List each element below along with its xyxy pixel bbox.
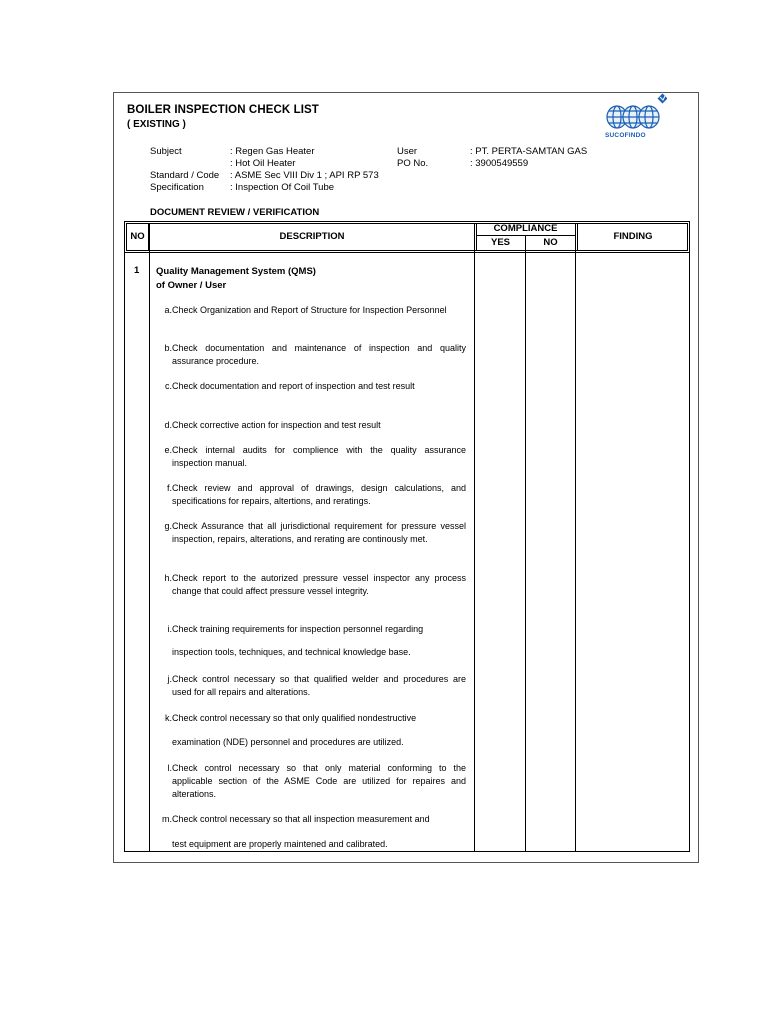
checklist-item-m: [156, 813, 466, 826]
item-letter: a.: [164, 305, 172, 315]
checklist-item-h: [156, 572, 466, 598]
subject-label: Subject: [150, 146, 182, 157]
subject-value-2: : Hot Oil Heater: [230, 158, 296, 169]
checklist-item-d: [156, 419, 466, 432]
item-letter: l.: [167, 763, 172, 773]
checklist-item-a: [156, 304, 466, 317]
item-letter: k.: [164, 713, 172, 723]
col-no-compliance-rule: [575, 223, 576, 851]
row-number: 1: [134, 265, 140, 276]
subject-value-1: : Regen Gas Heater: [230, 146, 315, 157]
item-letter: b.: [164, 343, 172, 353]
specification-value: : Inspection Of Coil Tube: [230, 182, 335, 193]
item-letter: j.: [167, 674, 172, 684]
item-text-continued: test equipment are properly maintened and calibrated.: [172, 839, 388, 849]
col-description-rule: [474, 223, 475, 851]
item-text: Check Organization and Report of Structure for Inspection Personnel: [172, 305, 447, 315]
checklist-item-g: [156, 520, 466, 546]
checklist-item-i: [156, 623, 466, 636]
item-letter: c.: [164, 381, 172, 391]
checklist-item-c: [156, 380, 466, 393]
checklist-item-b: [156, 342, 466, 368]
item-letter: g.: [164, 521, 172, 531]
checklist-item-k: [156, 712, 466, 725]
checklist-item-k-continued: [156, 736, 466, 749]
item-text: Check documentation and maintenance of inspection and quality assurance procedure.: [172, 343, 466, 366]
item-text: Check review and approval of drawings, design calculations, and specifications for repairs, altertions, and reratings.: [172, 483, 466, 506]
document-title: BOILER INSPECTION CHECK LIST: [127, 104, 319, 116]
item-letter: f.: [166, 483, 172, 493]
row-heading: [156, 265, 316, 293]
item-text: Check corrective action for inspection and test result: [172, 420, 381, 430]
header-yes: YES: [490, 237, 510, 248]
logo-text: SUCOFINDO: [605, 132, 646, 139]
checklist-item-e: [156, 444, 466, 470]
checklist-item-f: [156, 482, 466, 508]
item-letter: d.: [164, 420, 172, 430]
table-header-top-rule: [126, 223, 688, 224]
item-letter: i.: [167, 624, 172, 634]
table-header-bottom-rule-2: [124, 252, 690, 253]
section-title: DOCUMENT REVIEW / VERIFICATION: [150, 207, 320, 218]
item-letter: e.: [164, 445, 172, 455]
checklist-item-l: [156, 762, 466, 800]
item-letter: h.: [164, 573, 172, 583]
item-text: Check control necessary so that only qualified nondestructive: [172, 713, 417, 723]
checklist-item-j: [156, 673, 466, 699]
checklist-item-m-continued: [156, 838, 466, 851]
item-text: Check documentation and report of inspection and test result: [172, 381, 415, 391]
user-label: User: [397, 146, 418, 157]
col-yes-rule: [525, 236, 526, 851]
item-letter: m.: [162, 814, 172, 824]
header-finding: FINDING: [613, 231, 653, 242]
item-text: Check control necessary so that only material conforming to the applicable section of the ASME Code are utilized for repaires and alterations.: [172, 763, 466, 799]
item-text-continued: examination (NDE) personnel and procedures are utilized.: [172, 737, 404, 747]
item-text: Check control necessary so that all inspection measurement and: [172, 814, 430, 824]
standard-value: : ASME Sec VIII Div 1 ; API RP 573: [230, 170, 379, 181]
checklist-item-i-continued: [156, 646, 466, 659]
specification-label: Specification: [150, 182, 204, 193]
document-subtitle: ( EXISTING ): [127, 119, 186, 130]
table-header-bottom-rule: [126, 250, 688, 251]
row-heading-line-1: Quality Management System (QMS): [156, 266, 316, 277]
item-text: Check internal audits for complience with the quality assurance inspection manual.: [172, 445, 466, 468]
item-text: Check report to the autorized pressure vessel inspector any process change that could affect pressure vessel integrity.: [172, 573, 466, 596]
row-heading-line-2: of Owner / User: [156, 280, 227, 291]
user-value: : PT. PERTA-SAMTAN GAS: [470, 146, 588, 157]
standard-label: Standard / Code: [150, 170, 220, 181]
header-compliance: COMPLIANCE: [493, 223, 558, 234]
po-value: : 3900549559: [470, 158, 529, 169]
item-text-continued: inspection tools, techniques, and technical knowledge base.: [172, 647, 411, 657]
item-text: Check training requirements for inspection personnel regarding: [172, 624, 424, 634]
item-text: Check Assurance that all jurisdictional requirement for pressure vessel inspection, repairs, alterations, and rerating are continously met.: [172, 521, 466, 544]
item-text: Check control necessary so that qualified welder and procedures are used for all repairs and alterations.: [172, 674, 466, 697]
header-no: NO: [130, 231, 145, 242]
header-description: DESCRIPTION: [279, 231, 345, 242]
po-label: PO No.: [397, 158, 429, 169]
col-no-rule: [149, 223, 150, 851]
header-no-compliance: NO: [543, 237, 558, 248]
